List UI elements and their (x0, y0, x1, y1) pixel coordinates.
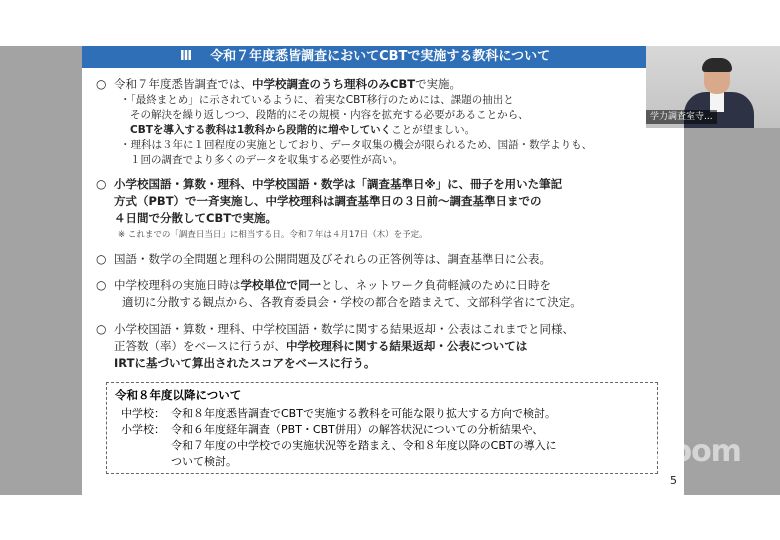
section5-bold-text: 中学校理科に関する結果返却・公表については (285, 339, 528, 353)
section1-sub3 (130, 123, 475, 138)
shared-slide (82, 46, 684, 495)
section1-line1 (114, 76, 461, 92)
section1-text: 令和７年度悉皆調査では、 (114, 77, 252, 91)
future-plan-es-label: 小学校： (121, 423, 165, 436)
slide-page-number: 5 (670, 474, 677, 487)
section2-line1: 小学校国語・算数・理科、中学校国語・数学は「調査基準日※」に、冊子を用いた筆記 (114, 177, 563, 191)
section3-line1: 国語・数学の全問題と理科の公開問題及びそれらの正答例等は、調査基準日に公表。 (114, 252, 551, 266)
section1-sub3-bold: CBTを導入する教科は1教科から段階的に増やしていく (130, 124, 392, 136)
section2-line3: ４日間で分散してCBTで実施。 (114, 211, 278, 225)
future-plan-jh-label: 中学校： (121, 407, 165, 420)
participant-name-label: 学力調査室寺... (646, 110, 717, 124)
section1-sub1: ・「最終まとめ」に示されているように、着実なCBT移行のためには、課題の抽出と (120, 94, 514, 106)
slide-section-number: Ⅲ (179, 49, 193, 64)
bullet-circle: ○ (96, 322, 107, 336)
future-plan-heading: 令和８年度以降について (115, 388, 242, 402)
section4-line2: 適切に分散する観点から、各教育委員会・学校の都合を踏まえて、文部科学省にて決定。 (122, 295, 582, 309)
screen-share-margin-left (0, 46, 82, 495)
section4-line1 (114, 277, 551, 293)
section4-text-end: とし、ネットワーク負荷軽減のために日時を (321, 278, 551, 292)
section4-bold-text: 学校単位で同一 (240, 278, 321, 292)
future-plan-es-text3: ついて検討。 (171, 455, 237, 468)
future-plan-es-text2: 令和７年度の中学校での実施状況等を踏まえ、令和８年度以降のCBTの導入に (171, 439, 557, 452)
bullet-circle: ○ (96, 278, 107, 292)
future-plan-box (106, 382, 658, 474)
future-plan-es-text1: 令和６年度経年調査（PBT・CBT併用）の解答状況についての分析結果や、 (171, 423, 544, 436)
slide-title-bar (82, 46, 648, 68)
section1-sub3-text: ことが望ましい。 (391, 124, 476, 136)
slide-title: 令和７年度悉皆調査においてCBTで実施する教科について (210, 49, 551, 64)
future-plan-jh-text: 令和８年度悉皆調査でCBTで実施する教科を可能な限り拡大する方向で検討。 (171, 407, 556, 420)
section5-line1: 小学校国語・算数・理科、中学校国語・数学に関する結果返却・公表はこれまでと同様、 (114, 322, 574, 336)
section1-sub5: １回の調査でより多くのデータを収集する必要性が高い。 (130, 154, 403, 166)
section1-text-end: で実施。 (415, 77, 462, 91)
speaker-hair (702, 58, 732, 72)
participant-video-tile[interactable] (646, 46, 780, 128)
section5-line3: IRTに基づいて算出されたスコアをベースに行う。 (114, 356, 376, 370)
section1-sub2: その解決を繰り返しつつ、段階的にその規模・内容を拡充する必要があることから、 (130, 109, 529, 121)
bullet-circle: ○ (96, 177, 107, 191)
section2-note: ※ これまでの「調査日当日」に相当する日。令和７年は４月17日（木）を予定。 (118, 230, 428, 240)
section4-text: 中学校理科の実施日時は (114, 278, 241, 292)
section5-line2 (114, 338, 527, 354)
speaker-shirt (710, 92, 724, 112)
zoom-watermark-logo: zoom (655, 434, 741, 469)
section1-bold-text: 中学校調査のうち理科のみCBT (252, 77, 416, 91)
bullet-circle: ○ (96, 252, 107, 266)
section1-sub4: ・理科は３年に１回程度の実施としており、データ収集の機会が限られるため、国語・数学よりも、 (120, 139, 593, 151)
bullet-circle: ○ (96, 77, 107, 91)
section5-text: 正答数（率）をベースに行うが、 (114, 339, 286, 353)
section2-line2: 方式（PBT）で一斉実施し、中学校理科は調査基準日の３日前～調査基準日までの (114, 194, 542, 208)
